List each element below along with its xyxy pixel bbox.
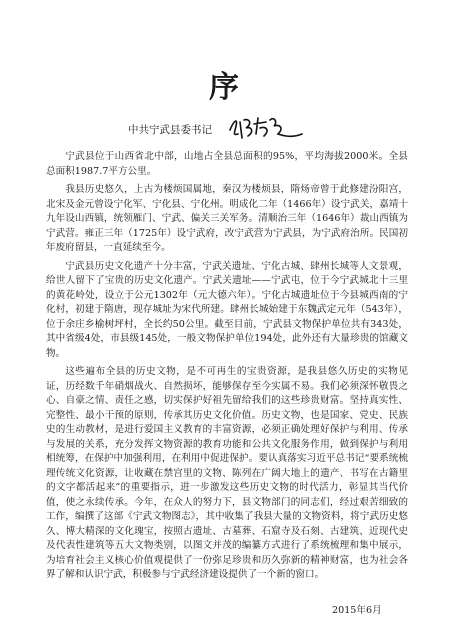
date: 2015年6月 <box>332 605 382 616</box>
paragraph: 宁武县位于山西省北中部，山地占全县总面积的95%，平均海拔2000米。全县总面积1987.7平方公里。 <box>46 151 408 177</box>
page-title: 序 <box>209 70 241 105</box>
paragraph: 这些遍布全县的历史文物，是不可再生的宝贵资源，是我县悠久历史的实物见证，历经数千年硝烟战火、自然损坏，能够保存至今实属不易。我们必须深怀敬畏之心、自豪之情、责任之感，切实保护好祖先留给我们的这些珍贵财富。坚持真实性、完整性、最小干预的原则，传承其历史文化价值。历史文物，也是国家、党史、民族史的生动教材，是进行爱国主义教育的丰富资源，必须正确处理好保护与利用、传承与发展的关系，充分发挥文物资源的教育功能和公共文化服务作用，做到保护与利用相统筹，在保护中加强利用，在利用中促进保护。要认真落实习近平总书记“要系统梳理传统文化资源，让收藏在禁宫里的文物、陈列在广阔大地上的遗产、书写在古籍里的文字都活起来”的重要指示，进一步激发这些历史文物的时代活力，彰显其当代价值，使之永续传承。今年，在众人的努力下，县文物部门的同志们，经过艰苦细致的工作，编撰了这部《宁武文物图志》，其中收集了我县大量的文物资料，将宁武历史悠久、博大精深的文化瑰宝，按照古遗址、古墓葬、石窟寺及石刻、古建筑、近现代史及代表性建筑等五大文物类别，以图文并茂的编纂方式进行了系统梳理和集中展示，为培育社会主义核心价值观提供了一份弥足珍贵和历久弥新的精神财富，也为社会各界了解和认识宁武，积极参与宁武经济建设提供了一个新的窗口。 <box>46 366 408 580</box>
preface-body <box>46 150 408 587</box>
author-row <box>0 112 450 142</box>
author-title: 中共宁武县委书记 <box>128 124 212 136</box>
paragraph: 我县历史悠久，上古为楼烦国属地，秦汉为楼烦县，隋炀帝曾于此修建汾阳宫，北宋及金元曾设宁化军、宁化县、宁化州。明成化二年（1466年）设宁武关，嘉靖十九年设山西镇，统领雁门、宁武、偏关三关军务。清顺治三年（1646年）裁山西镇为宁武营。雍正三年（1725年）设宁武府，改宁武营为宁武县，为宁武府治所。民国初年废府留县，一直延续至今。 <box>46 184 408 253</box>
paragraph: 宁武县历史文化遗产十分丰富，宁武关遗址、宁化古城、肆州长城等人文景观，给世人留下了宝贵的历史文化遗产。宁武关遗址——宁武屯，位于今宁武城北十三里的黄花岭处，设立于公元1302年（元大德六年）。宁化古城遗址位于今县城西南的宁化村，初建于隋唐，现存城址为宋代所建。肆州长城始建于东魏武定元年（543年），位于余庄乡榆树坪村，全长约50公里。截至目前，宁武县文物保护单位共有343处，其中省级4处，市县级145处，一般文物保护单位194处，此外还有大量珍贵的馆藏文物。 <box>46 260 408 359</box>
handwritten-signature <box>226 112 306 142</box>
